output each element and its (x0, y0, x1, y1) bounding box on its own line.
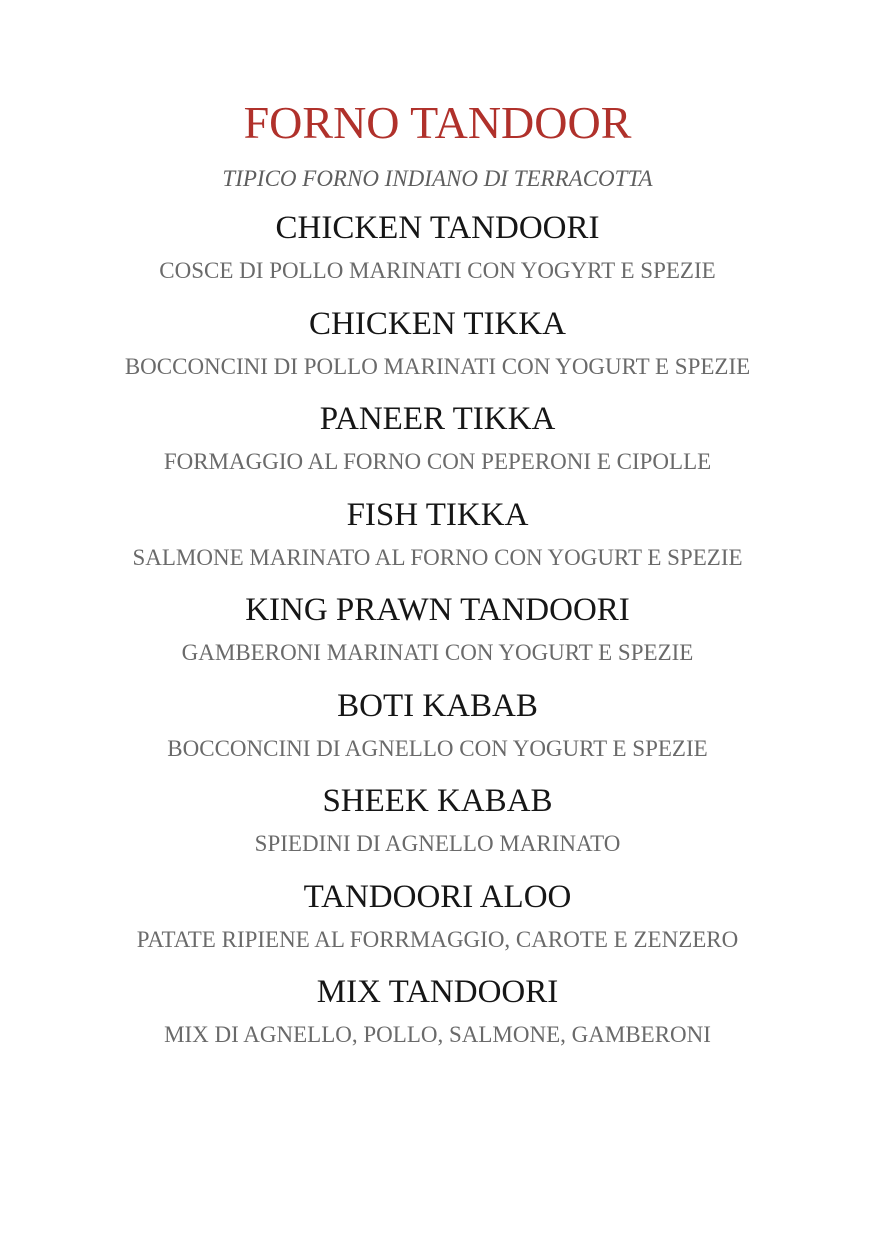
item-name: SHEEK KABAB (322, 783, 553, 819)
menu-item-boti-kabab (0, 683, 875, 779)
menu-item-chicken-tandoori (0, 205, 875, 301)
item-name: TANDOORI ALOO (303, 878, 572, 915)
menu-subtitle: TIPICO FORNO INDIANO DI TERRACOTTA (222, 166, 653, 191)
item-name: KING PRAWN TANDOORI (245, 592, 630, 628)
item-description: BOCCONCINI DI AGNELLO CON YOGURT E SPEZIE (167, 735, 708, 761)
item-description: COSCE DI POLLO MARINATI CON YOGYRT E SPEZIE (159, 258, 716, 283)
menu-item-mix-tandoori (0, 969, 875, 1065)
item-description: BOCCONCINI DI POLLO MARINATI CON YOGURT E SPEZIE (124, 353, 751, 379)
menu-item-tandoori-aloo (0, 874, 875, 970)
item-name: PANEER TIKKA (319, 401, 556, 437)
item-name: BOTI KABAB (337, 687, 538, 724)
item-name: CHICKEN TIKKA (309, 305, 566, 342)
menu-title: FORNO TANDOOR (243, 97, 632, 148)
menu-item-paneer-tikka (0, 396, 875, 492)
item-name: FISH TIKKA (346, 496, 529, 533)
item-name: CHICKEN TANDOORI (275, 210, 600, 246)
item-description: GAMBERONI MARINATI CON YOGURT E SPEZIE (181, 640, 694, 665)
item-description: SALMONE MARINATO AL FORNO CON YOGURT E SPEZIE (132, 544, 743, 570)
item-description: FORMAGGIO AL FORNO CON PEPERONI E CIPOLLE (163, 449, 712, 474)
menu-item-king-prawn-tandoori (0, 587, 875, 683)
item-description: MIX DI AGNELLO, POLLO, SALMONE, GAMBERONI (164, 1022, 711, 1047)
menu-item-sheek-kabab (0, 778, 875, 874)
menu-item-chicken-tikka (0, 301, 875, 397)
menu-item-fish-tikka (0, 492, 875, 588)
item-name: MIX TANDOORI (316, 974, 559, 1010)
item-description: PATATE RIPIENE AL FORRMAGGIO, CAROTE E ZENZERO (136, 926, 739, 952)
menu-items-list (0, 205, 875, 1065)
item-description: SPIEDINI DI AGNELLO MARINATO (254, 831, 621, 856)
